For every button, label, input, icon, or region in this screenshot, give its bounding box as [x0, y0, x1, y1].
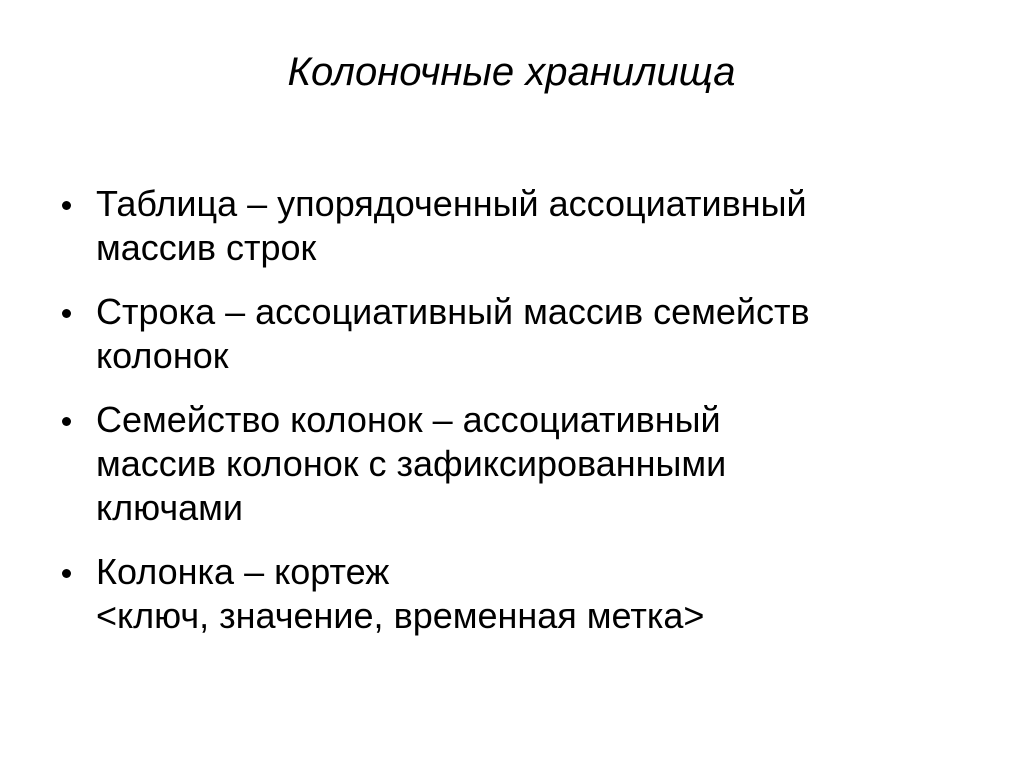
bullet-item-column-family — [62, 398, 962, 530]
bullet-text-line: Таблица – упорядоченный ассоциативный — [96, 183, 807, 224]
bullet-text-line: Семейство колонок – ассоциативный — [96, 399, 721, 440]
bullet-text-line: массив колонок с зафиксированными — [96, 443, 727, 484]
bullet-dot-icon — [62, 569, 71, 578]
bullet-text-line: <ключ, значение, временная метка> — [96, 595, 705, 636]
bullet-dot-icon — [62, 417, 71, 426]
bullet-text-line: ключами — [96, 487, 244, 528]
bullet-text-line: Колонка – кортеж — [96, 551, 390, 592]
slide-title: Колоночные хранилища — [287, 50, 736, 94]
bullet-list — [62, 182, 962, 658]
bullet-dot-icon — [62, 201, 71, 210]
bullet-text-line: массив строк — [96, 227, 317, 268]
bullet-item-column — [62, 550, 962, 638]
bullet-dot-icon — [62, 309, 71, 318]
bullet-item-row — [62, 290, 962, 378]
bullet-text-line: Строка – ассоциативный массив семейств — [96, 291, 810, 332]
bullet-text-line: колонок — [96, 335, 229, 376]
bullet-item-table — [62, 182, 962, 270]
